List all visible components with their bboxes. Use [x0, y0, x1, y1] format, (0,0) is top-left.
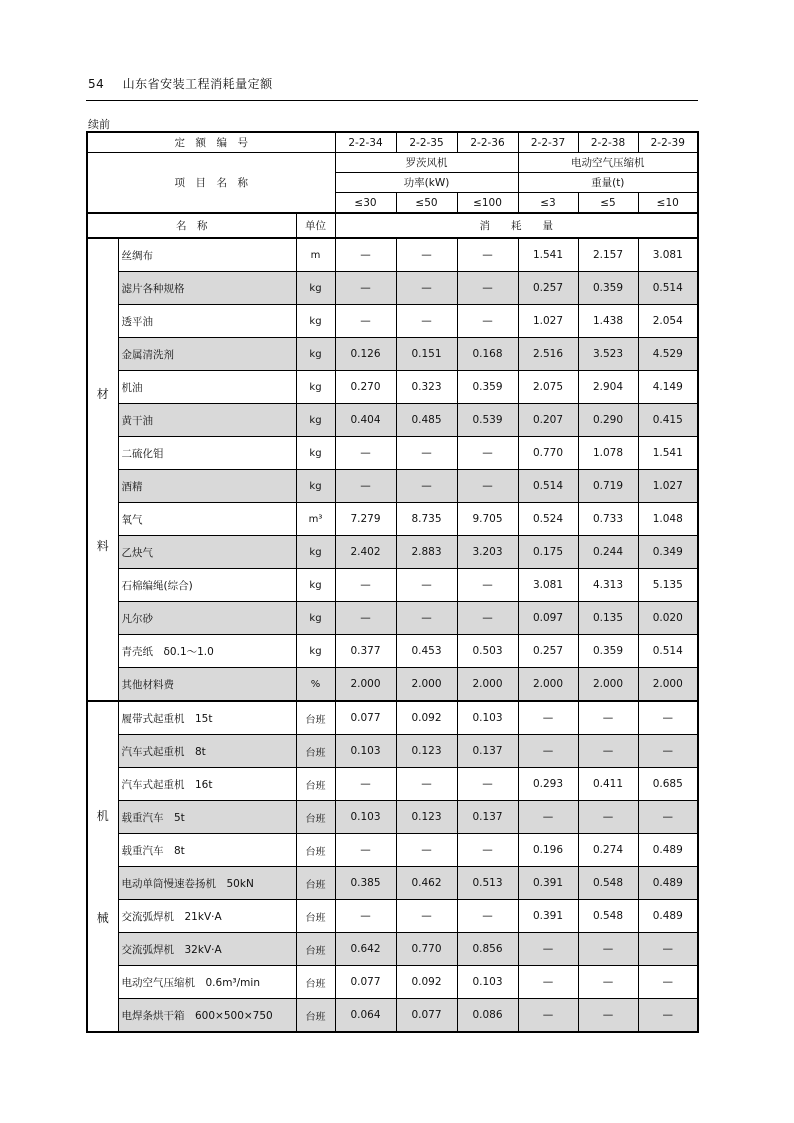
category-char: 料 — [96, 538, 109, 553]
spec-cell: ≤10 — [638, 193, 698, 214]
item-name: 履带式起重机 15t — [118, 701, 296, 735]
value-cell: 0.733 — [578, 503, 638, 536]
value-cell: — — [578, 801, 638, 834]
item-name: 交流弧焊机 32kV·A — [118, 933, 296, 966]
value-cell: 0.077 — [335, 966, 396, 999]
value-cell: 0.137 — [457, 801, 518, 834]
value-cell: — — [578, 933, 638, 966]
value-cell: 0.359 — [578, 635, 638, 668]
machinery-row — [87, 966, 698, 999]
material-row — [87, 569, 698, 602]
value-cell: 0.514 — [638, 272, 698, 305]
value-cell: 2.000 — [457, 668, 518, 702]
value-cell: 0.086 — [457, 999, 518, 1033]
value-cell: 0.453 — [396, 635, 457, 668]
value-cell: 4.313 — [578, 569, 638, 602]
item-name: 电焊条烘干箱 600×500×750 — [118, 999, 296, 1033]
value-cell: 7.279 — [335, 503, 396, 536]
col-name-header: 名 称 — [87, 213, 296, 238]
value-cell: — — [638, 966, 698, 999]
item-name: 氧气 — [118, 503, 296, 536]
value-cell: 0.293 — [518, 768, 578, 801]
value-cell: — — [335, 900, 396, 933]
value-cell: 0.770 — [396, 933, 457, 966]
machinery-row — [87, 933, 698, 966]
item-name: 石棉编绳(综合) — [118, 569, 296, 602]
value-cell: 0.103 — [335, 735, 396, 768]
value-cell: — — [335, 272, 396, 305]
material-row — [87, 536, 698, 569]
value-cell: 0.123 — [396, 801, 457, 834]
spec-cell: ≤50 — [396, 193, 457, 214]
category-char: 材 — [96, 386, 109, 401]
value-cell: — — [335, 768, 396, 801]
value-cell: 1.027 — [638, 470, 698, 503]
category-char: 械 — [96, 910, 109, 925]
value-cell: — — [518, 933, 578, 966]
value-cell: 0.513 — [457, 867, 518, 900]
value-cell: — — [396, 305, 457, 338]
value-cell: 0.290 — [578, 404, 638, 437]
value-cell: — — [578, 735, 638, 768]
value-cell: 0.359 — [457, 371, 518, 404]
header-rule — [86, 100, 698, 101]
code-cell: 2-2-36 — [457, 132, 518, 153]
value-cell: — — [518, 735, 578, 768]
continued-label: 续前 — [88, 118, 110, 131]
value-cell: — — [518, 701, 578, 735]
code-cell: 2-2-37 — [518, 132, 578, 153]
value-cell: 0.137 — [457, 735, 518, 768]
page-header — [88, 75, 273, 92]
machinery-category — [87, 701, 118, 1032]
value-cell: 0.244 — [578, 536, 638, 569]
value-cell: 0.270 — [335, 371, 396, 404]
item-name: 酒精 — [118, 470, 296, 503]
col-consumption-header: 消 耗 量 — [335, 213, 698, 238]
code-cell: 2-2-34 — [335, 132, 396, 153]
value-cell: 4.149 — [638, 371, 698, 404]
spec-cell: ≤3 — [518, 193, 578, 214]
value-cell: — — [396, 470, 457, 503]
group-param: 功率(kW) — [335, 173, 518, 193]
item-name: 乙炔气 — [118, 536, 296, 569]
material-row — [87, 602, 698, 635]
item-unit: kg — [296, 371, 335, 404]
value-cell: — — [457, 305, 518, 338]
item-name: 黄干油 — [118, 404, 296, 437]
value-cell: 0.411 — [578, 768, 638, 801]
value-cell: 2.402 — [335, 536, 396, 569]
value-cell: 0.257 — [518, 635, 578, 668]
material-row — [87, 470, 698, 503]
value-cell: 0.092 — [396, 966, 457, 999]
item-name: 汽车式起重机 8t — [118, 735, 296, 768]
code-cell: 2-2-39 — [638, 132, 698, 153]
machinery-row — [87, 900, 698, 933]
item-unit: kg — [296, 437, 335, 470]
spec-cell: ≤30 — [335, 193, 396, 214]
item-unit: m³ — [296, 503, 335, 536]
material-row — [87, 371, 698, 404]
value-cell: 0.489 — [638, 867, 698, 900]
item-unit: kg — [296, 635, 335, 668]
value-cell: — — [638, 735, 698, 768]
quota-code-row — [87, 132, 698, 153]
material-row — [87, 272, 698, 305]
value-cell: 0.485 — [396, 404, 457, 437]
value-cell: — — [457, 272, 518, 305]
machinery-row — [87, 834, 698, 867]
value-cell: 2.883 — [396, 536, 457, 569]
value-cell: 3.081 — [638, 238, 698, 272]
col-unit-header: 单位 — [296, 213, 335, 238]
value-cell: 0.103 — [335, 801, 396, 834]
item-name: 电动单筒慢速卷扬机 50kN — [118, 867, 296, 900]
value-cell: 0.489 — [638, 900, 698, 933]
item-unit: kg — [296, 338, 335, 371]
material-row — [87, 503, 698, 536]
value-cell: 0.856 — [457, 933, 518, 966]
value-cell: — — [457, 569, 518, 602]
value-cell: — — [638, 999, 698, 1033]
material-row — [87, 238, 698, 272]
group-name: 罗茨风机 — [335, 153, 518, 173]
value-cell: 0.524 — [518, 503, 578, 536]
machinery-row — [87, 999, 698, 1033]
value-cell: — — [638, 933, 698, 966]
value-cell: 0.020 — [638, 602, 698, 635]
item-unit: kg — [296, 569, 335, 602]
value-cell: 0.514 — [518, 470, 578, 503]
value-cell: 1.541 — [638, 437, 698, 470]
value-cell: — — [457, 602, 518, 635]
group-name-row — [87, 153, 698, 173]
value-cell: 0.196 — [518, 834, 578, 867]
item-unit: kg — [296, 305, 335, 338]
value-cell: 0.385 — [335, 867, 396, 900]
value-cell: 0.323 — [396, 371, 457, 404]
value-cell: 3.203 — [457, 536, 518, 569]
material-row — [87, 305, 698, 338]
value-cell: 1.541 — [518, 238, 578, 272]
value-cell: — — [518, 999, 578, 1033]
item-name: 电动空气压缩机 0.6m³/min — [118, 966, 296, 999]
item-unit: kg — [296, 404, 335, 437]
code-cell: 2-2-35 — [396, 132, 457, 153]
value-cell: 0.415 — [638, 404, 698, 437]
value-cell: 0.151 — [396, 338, 457, 371]
value-cell: 0.391 — [518, 900, 578, 933]
value-cell: 2.000 — [638, 668, 698, 702]
value-cell: — — [335, 305, 396, 338]
item-unit: 台班 — [296, 701, 335, 735]
value-cell: 0.642 — [335, 933, 396, 966]
value-cell: — — [638, 801, 698, 834]
item-name: 二硫化钼 — [118, 437, 296, 470]
value-cell: 0.548 — [578, 900, 638, 933]
value-cell: 0.539 — [457, 404, 518, 437]
value-cell: — — [457, 834, 518, 867]
spec-cell: ≤100 — [457, 193, 518, 214]
value-cell: 0.175 — [518, 536, 578, 569]
value-cell: 0.489 — [638, 834, 698, 867]
value-cell: — — [457, 238, 518, 272]
value-cell: 0.274 — [578, 834, 638, 867]
value-cell: 2.157 — [578, 238, 638, 272]
value-cell: — — [638, 701, 698, 735]
item-name: 交流弧焊机 21kV·A — [118, 900, 296, 933]
column-header-row — [87, 213, 698, 238]
item-name: 青壳纸 δ0.1～1.0 — [118, 635, 296, 668]
value-cell: — — [335, 834, 396, 867]
value-cell: 0.349 — [638, 536, 698, 569]
value-cell: 0.123 — [396, 735, 457, 768]
materials-category — [87, 238, 118, 701]
item-unit: 台班 — [296, 867, 335, 900]
item-unit: 台班 — [296, 735, 335, 768]
value-cell: 0.077 — [396, 999, 457, 1033]
machinery-row — [87, 768, 698, 801]
value-cell: — — [457, 437, 518, 470]
item-unit: 台班 — [296, 801, 335, 834]
item-unit: kg — [296, 602, 335, 635]
item-name: 丝绸布 — [118, 238, 296, 272]
value-cell: 2.000 — [578, 668, 638, 702]
value-cell: — — [578, 999, 638, 1033]
value-cell: 0.135 — [578, 602, 638, 635]
material-row — [87, 635, 698, 668]
spec-cell: ≤5 — [578, 193, 638, 214]
value-cell: — — [396, 900, 457, 933]
value-cell: — — [396, 768, 457, 801]
item-unit: kg — [296, 536, 335, 569]
item-unit: 台班 — [296, 933, 335, 966]
material-row — [87, 437, 698, 470]
value-cell: — — [518, 801, 578, 834]
machinery-row — [87, 801, 698, 834]
value-cell: 2.904 — [578, 371, 638, 404]
value-cell: 1.048 — [638, 503, 698, 536]
value-cell: — — [457, 768, 518, 801]
value-cell: 3.081 — [518, 569, 578, 602]
item-unit: 台班 — [296, 768, 335, 801]
page-number: 54 — [88, 77, 105, 91]
value-cell: 3.523 — [578, 338, 638, 371]
material-row — [87, 668, 698, 702]
value-cell: — — [396, 437, 457, 470]
item-name: 汽车式起重机 16t — [118, 768, 296, 801]
value-cell: 0.770 — [518, 437, 578, 470]
item-unit: 台班 — [296, 834, 335, 867]
value-cell: 2.516 — [518, 338, 578, 371]
item-name: 载重汽车 5t — [118, 801, 296, 834]
value-cell: 2.054 — [638, 305, 698, 338]
value-cell: — — [518, 966, 578, 999]
code-cell: 2-2-38 — [578, 132, 638, 153]
value-cell: 0.503 — [457, 635, 518, 668]
value-cell: — — [396, 602, 457, 635]
value-cell: 0.359 — [578, 272, 638, 305]
item-name: 凡尔砂 — [118, 602, 296, 635]
quota-table — [86, 131, 699, 1033]
book-title: 山东省安装工程消耗量定额 — [122, 77, 273, 91]
value-cell: — — [578, 966, 638, 999]
value-cell: — — [396, 238, 457, 272]
value-cell: — — [335, 470, 396, 503]
value-cell: 0.514 — [638, 635, 698, 668]
item-unit: kg — [296, 272, 335, 305]
value-cell: 2.000 — [396, 668, 457, 702]
value-cell: 0.548 — [578, 867, 638, 900]
value-cell: 1.078 — [578, 437, 638, 470]
item-name: 其他材料费 — [118, 668, 296, 702]
item-unit: % — [296, 668, 335, 702]
value-cell: — — [578, 701, 638, 735]
value-cell: 1.438 — [578, 305, 638, 338]
value-cell: 0.207 — [518, 404, 578, 437]
value-cell: 4.529 — [638, 338, 698, 371]
item-unit: kg — [296, 470, 335, 503]
category-char: 机 — [96, 808, 109, 823]
value-cell: 0.377 — [335, 635, 396, 668]
value-cell: 0.404 — [335, 404, 396, 437]
material-row — [87, 404, 698, 437]
value-cell: 8.735 — [396, 503, 457, 536]
item-unit: m — [296, 238, 335, 272]
value-cell: — — [457, 470, 518, 503]
value-cell: 9.705 — [457, 503, 518, 536]
value-cell: 1.027 — [518, 305, 578, 338]
value-cell: 0.168 — [457, 338, 518, 371]
value-cell: 0.126 — [335, 338, 396, 371]
value-cell: 0.462 — [396, 867, 457, 900]
value-cell: 0.257 — [518, 272, 578, 305]
group-name: 电动空气压缩机 — [518, 153, 698, 173]
item-name: 载重汽车 8t — [118, 834, 296, 867]
value-cell: — — [335, 569, 396, 602]
item-name: 滤片各种规格 — [118, 272, 296, 305]
project-name-label: 项 目 名 称 — [87, 153, 335, 214]
value-cell: 0.064 — [335, 999, 396, 1033]
value-cell: — — [457, 900, 518, 933]
value-cell: 0.719 — [578, 470, 638, 503]
value-cell: 0.685 — [638, 768, 698, 801]
value-cell: 0.103 — [457, 701, 518, 735]
item-unit: 台班 — [296, 900, 335, 933]
machinery-row — [87, 701, 698, 735]
value-cell: 2.000 — [518, 668, 578, 702]
value-cell: 0.097 — [518, 602, 578, 635]
item-name: 金属清洗剂 — [118, 338, 296, 371]
value-cell: 0.103 — [457, 966, 518, 999]
value-cell: — — [335, 437, 396, 470]
value-cell: — — [396, 569, 457, 602]
machinery-row — [87, 867, 698, 900]
item-unit: 台班 — [296, 999, 335, 1033]
quota-no-label: 定 额 编 号 — [87, 132, 335, 153]
value-cell: — — [335, 238, 396, 272]
item-unit: 台班 — [296, 966, 335, 999]
item-name: 透平油 — [118, 305, 296, 338]
value-cell: — — [396, 834, 457, 867]
value-cell: — — [335, 602, 396, 635]
value-cell: — — [396, 272, 457, 305]
item-name: 机油 — [118, 371, 296, 404]
machinery-row — [87, 735, 698, 768]
group-param: 重量(t) — [518, 173, 698, 193]
value-cell: 5.135 — [638, 569, 698, 602]
value-cell: 0.077 — [335, 701, 396, 735]
value-cell: 0.391 — [518, 867, 578, 900]
value-cell: 2.075 — [518, 371, 578, 404]
material-row — [87, 338, 698, 371]
value-cell: 0.092 — [396, 701, 457, 735]
value-cell: 2.000 — [335, 668, 396, 702]
